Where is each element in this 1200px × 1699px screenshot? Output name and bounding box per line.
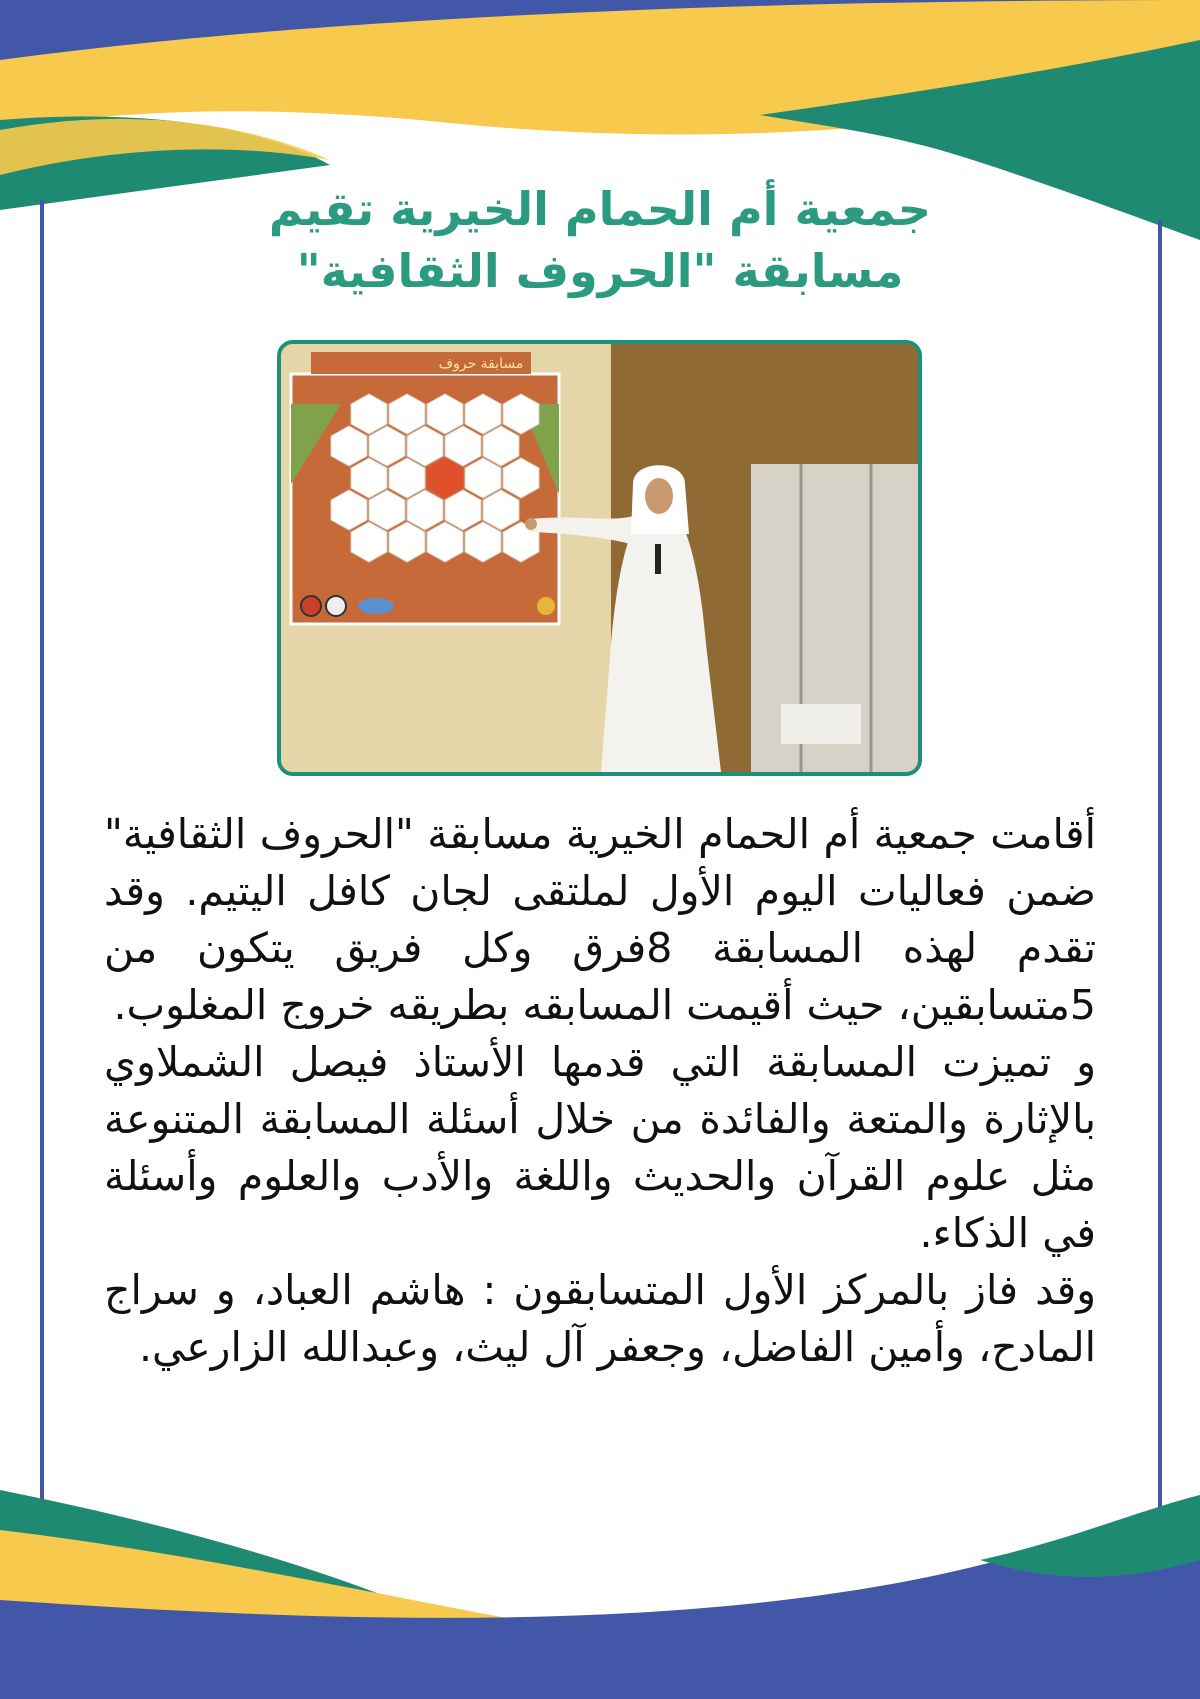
article-body xyxy=(104,806,1096,1376)
page-title xyxy=(200,178,1000,302)
screen-title: مسابقة حروف xyxy=(438,356,524,372)
event-photo xyxy=(277,340,922,776)
title-line-1: جمعية أم الحمام الخيرية تقيم xyxy=(268,182,932,236)
photo-illustration xyxy=(281,344,918,772)
article-paragraph-1: أقامت جمعية أم الحمام الخيرية مسابقة "الحروف الثقافية" ضمن فعاليات اليوم الأول لملتقى لجان كافل اليتيم. وقد تقدم لهذه المسابقة 8فرق وكل فريق يتكون من 5متسابقين، حيث أقيمت المسابقه بطريقه خروج المغلوب. xyxy=(104,810,1096,1029)
article-paragraph-2: و تميزت المسابقة التي قدمها الأستاذ فيصل الشملاوي بالإثارة والمتعة والفائدة من خلال أسئلة المسابقة المتنوعة مثل علوم القرآن والحديث واللغة والأدب والعلوم وأسئلة في الذكاء. xyxy=(104,1038,1096,1257)
article-paragraph-3: وقد فاز بالمركز الأول المتسابقون : هاشم العباد، و سراج المادح، وأمين الفاضل، وجعفر آل ليث، وعبدالله الزارعي. xyxy=(104,1266,1096,1371)
title-line-2: مسابقة "الحروف الثقافية" xyxy=(296,244,904,298)
